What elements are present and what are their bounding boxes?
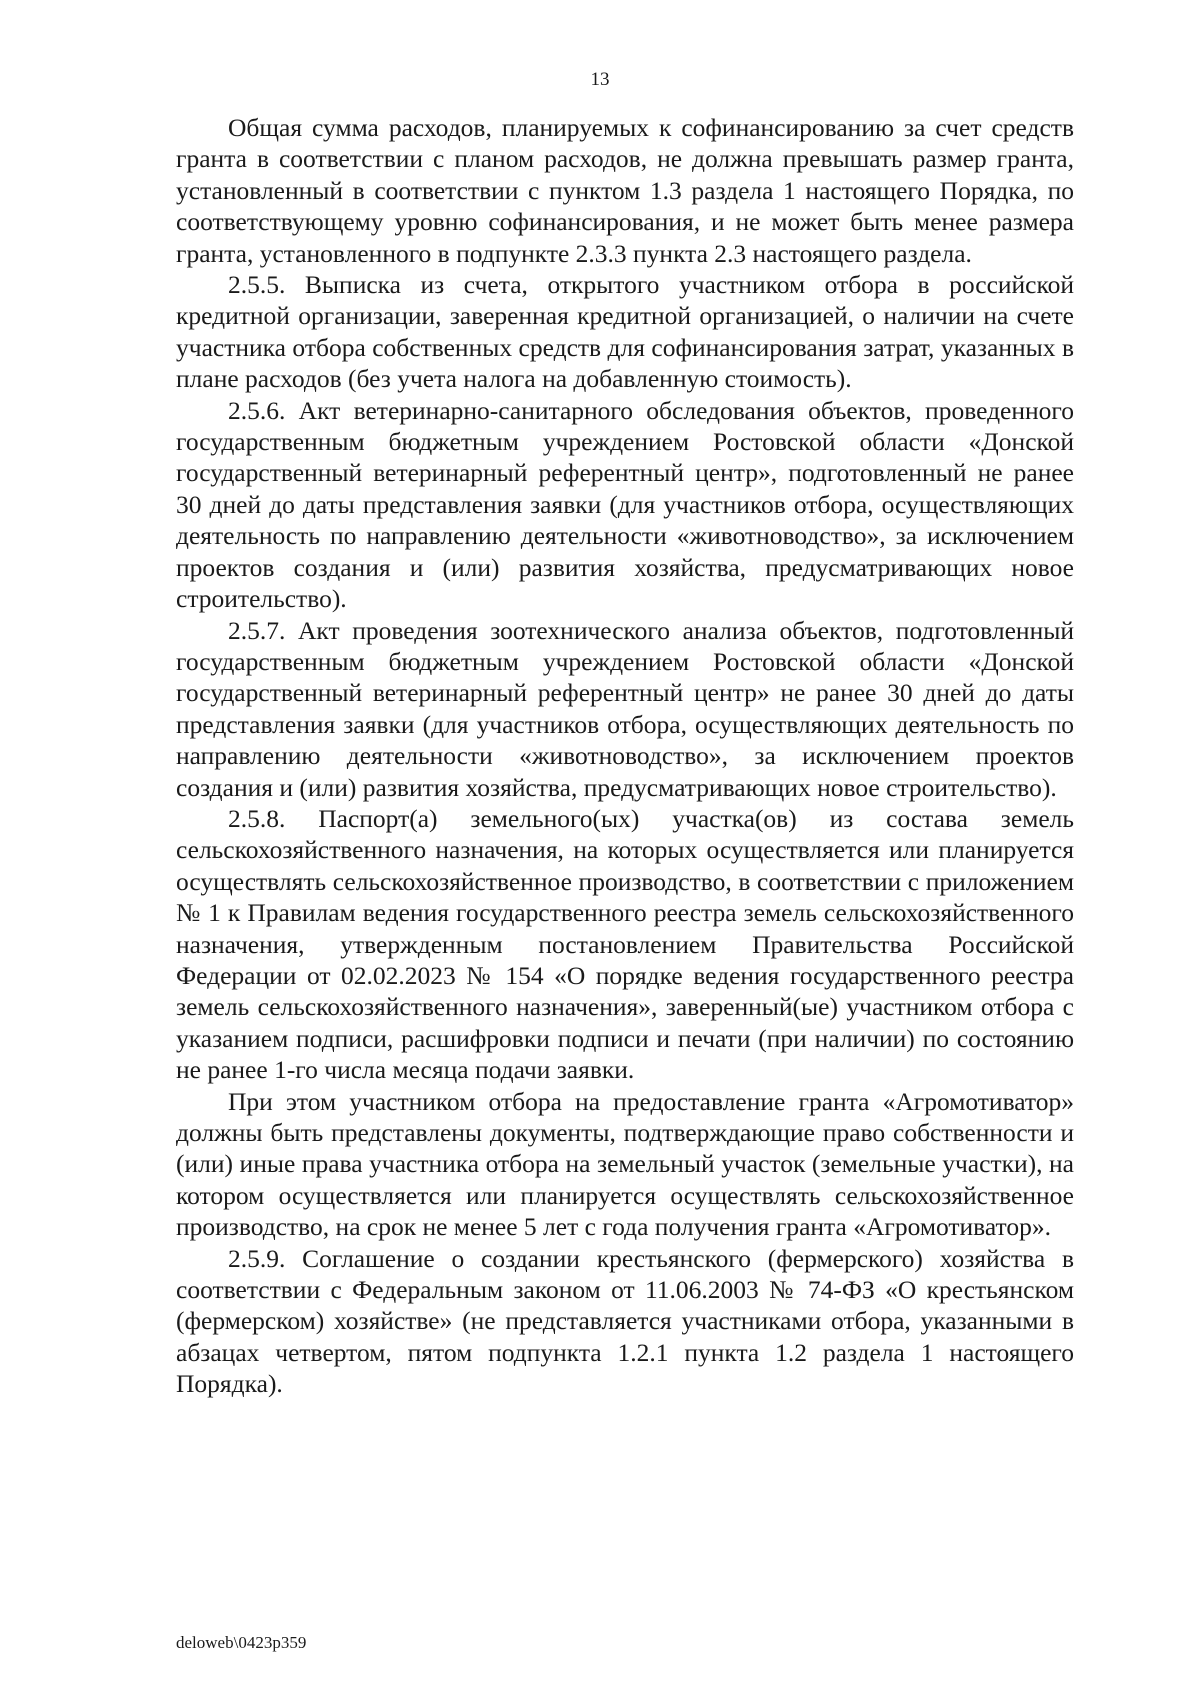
paragraph-expense-total: Общая сумма расходов, планируемых к софинансированию за счет средств гранта в соответствии с планом расходов, не должна превышать размер гранта, установленный в соответствии с пунктом 1.3 раздела 1 настоящего Порядка, по соответствующему уровню софинансирования, и не может быть менее размера гранта, установленного в подпункте 2.3.3 пункта 2.3 настоящего раздела. [176,113,1074,268]
page-number: 13 [590,69,610,90]
paragraph-2-5-8-land-passport: 2.5.8. Паспорт(а) земельного(ых) участка(ов) из состава земель сельскохозяйственного назначения, на которых осуществляется или планируется осуществлять сельскохозяйственное производство, в соответствии с приложением № 1 к Правилам ведения государственного реестра земель сельскохозяйственного назначения, утвержденным постановлением Правительства Российской Федерации от 02.02.2023 № 154 «О порядке ведения государственного реестра земель сельскохозяйственного назначения», заверенный(ые) участником отбора с указанием подписи, расшифровки подписи и печати (при наличии) по состоянию не ранее 1-го числа месяца подачи заявки. [176,803,1074,1085]
paragraph-2-5-6-veterinary-act: 2.5.6. Акт ветеринарно-санитарного обследования объектов, проведенного государственным бюджетным учреждением Ростовской области «Донской государственный ветеринарный референтный центр», подготовленный не ранее 30 дней до даты представления заявки (для участников отбора, осуществляющих деятельность по направлению деятельности «животноводство», за исключением проектов создания и (или) развития хозяйства, предусматривающих новое строительство). [176,395,1074,614]
document-body [176,112,1074,1400]
paragraph-2-5-7-zootechnical-act: 2.5.7. Акт проведения зоотехнического анализа объектов, подготовленный государственным бюджетным учреждением Ростовской области «Донской государственный ветеринарный референтный центр» не ранее 30 дней до даты представления заявки (для участников отбора, осуществляющих деятельность по направлению деятельности «животноводство», за исключением проектов создания и (или) развития хозяйства, предусматривающих новое строительство). [176,615,1074,802]
paragraph-2-5-5-bank-statement: 2.5.5. Выписка из счета, открытого участником отбора в российской кредитной организации, заверенная кредитной организацией, о наличии на счете участника отбора собственных средств для софинансирования затрат, указанных в плане расходов (без учета налога на добавленную стоимость). [176,270,1074,394]
document-footer-code: deloweb\0423p359 [176,1633,307,1652]
paragraph-2-5-9-farm-agreement: 2.5.9. Соглашение о создании крестьянского (фермерского) хозяйства в соответствии с Федеральным законом от 11.06.2003 № 74-ФЗ «О крестьянском (фермерском) хозяйстве» (не представляется участниками отбора, указанными в абзацах четвертом, пятом подпункта 1.2.1 пункта 1.2 раздела 1 настоящего Порядка). [176,1243,1074,1399]
paragraph-agromotivator-land-rights: При этом участником отбора на предоставление гранта «Агромотиватор» должны быть представлены документы, подтверждающие право собственности и (или) иные права участника отбора на земельный участок (земельные участки), на котором осуществляется или планируется осуществлять сельскохозяйственное производство, на срок не менее 5 лет с года получения гранта «Агромотиватор». [176,1086,1074,1242]
